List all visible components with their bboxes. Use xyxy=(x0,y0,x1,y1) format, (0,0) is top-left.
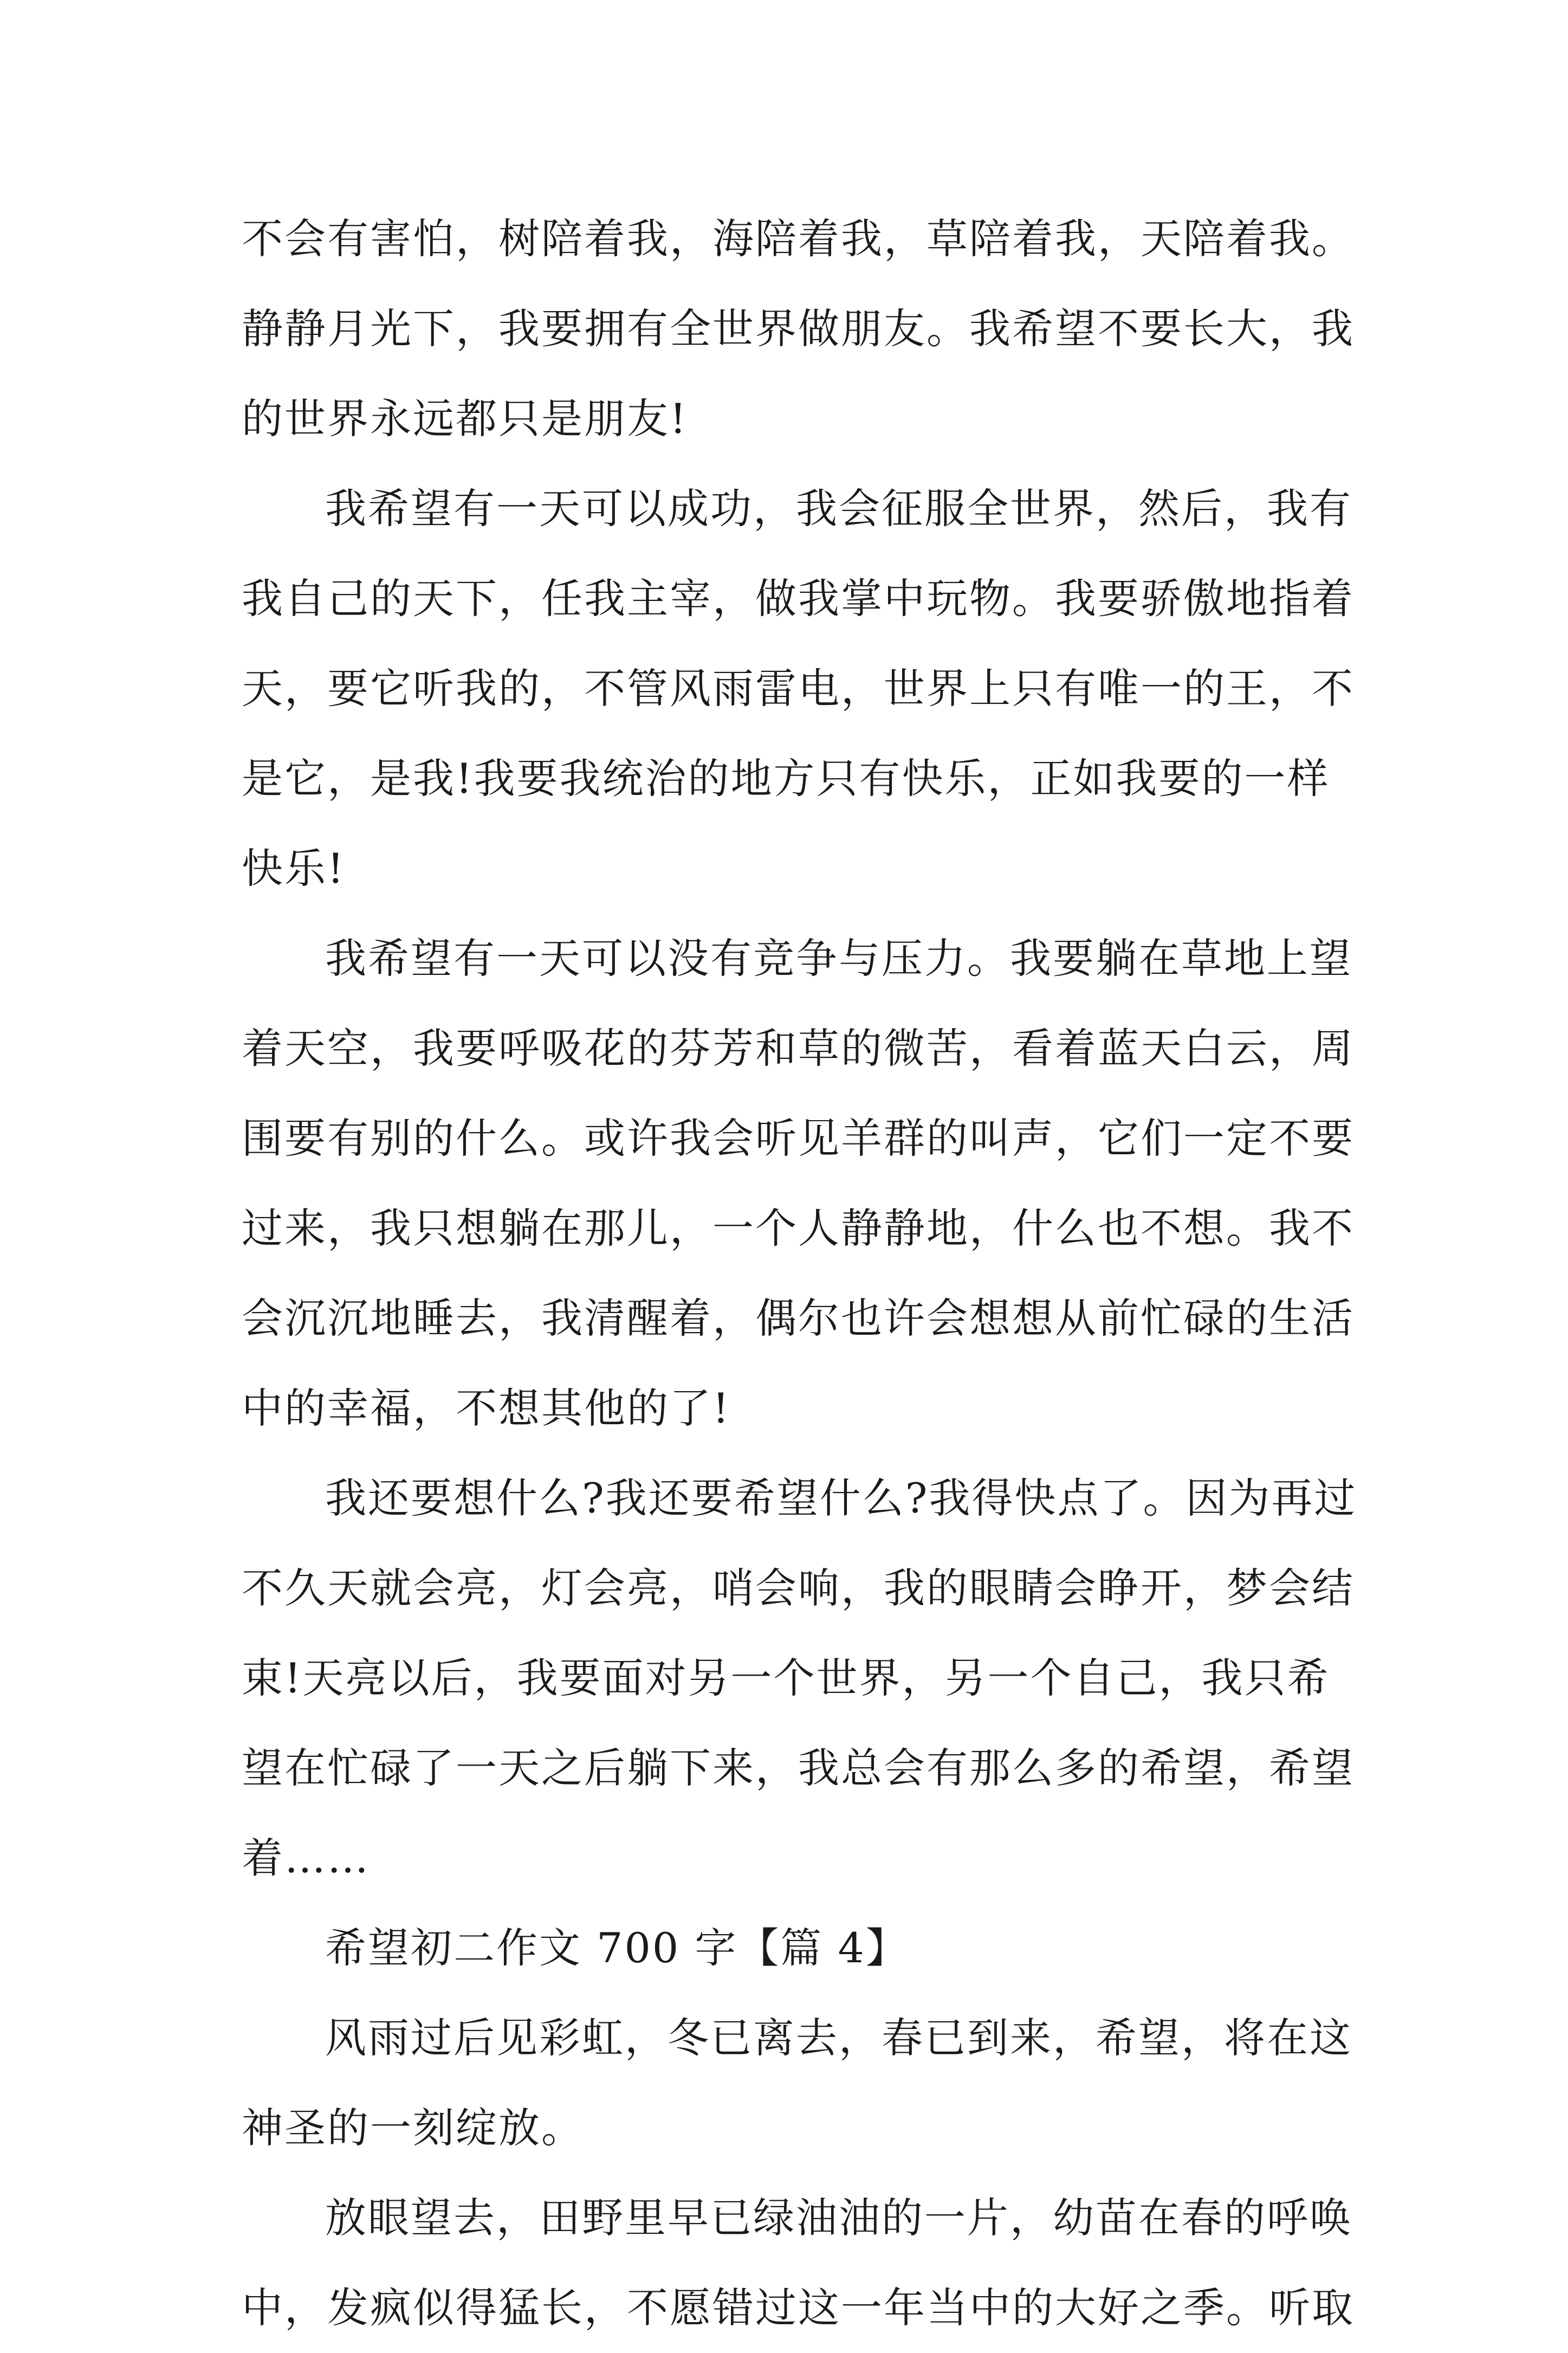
text-line: 着天空，我要呼吸花的芬芳和草的微苦，看着蓝天白云，周 xyxy=(242,1024,1355,1072)
text-line: 束!天亮以后，我要面对另一个世界，另一个自己，我只希 xyxy=(242,1654,1330,1702)
text-line: 中的幸福，不想其他的了! xyxy=(242,1384,731,1432)
text-line: 的世界永远都只是朋友! xyxy=(242,395,688,443)
paragraph-start-line: 我还要想什么?我还要希望什么?我得快点了。因为再过 xyxy=(325,1474,1357,1522)
paragraph-start-line: 风雨过后见彩虹，冬已离去，春已到来，希望，将在这 xyxy=(325,2014,1352,2062)
text-line: 围要有别的什么。或许我会听见羊群的叫声，它们一定不要 xyxy=(242,1114,1355,1162)
text-line: 我自己的天下，任我主宰，做我掌中玩物。我要骄傲地指着 xyxy=(242,574,1355,623)
text-line: 着…… xyxy=(242,1834,370,1882)
text-line: 不久天就会亮，灯会亮，哨会响，我的眼睛会睁开，梦会结 xyxy=(242,1564,1355,1612)
text-line: 不会有害怕，树陪着我，海陪着我，草陪着我，天陪着我。 xyxy=(242,215,1355,263)
document-body xyxy=(242,194,1357,2353)
text-line: 静静月光下，我要拥有全世界做朋友。我希望不要长大，我 xyxy=(242,305,1355,353)
text-line: 神圣的一刻绽放。 xyxy=(242,2104,584,2152)
paragraph-start-line: 我希望有一天可以没有竞争与压力。我要躺在草地上望 xyxy=(325,934,1352,982)
text-line: 快乐! xyxy=(242,844,346,893)
paragraph-start-line: 放眼望去，田野里早已绿油油的一片，幼苗在春的呼唤 xyxy=(325,2194,1352,2242)
text-line: 是它，是我!我要我统治的地方只有快乐，正如我要的一样 xyxy=(242,754,1330,803)
text-line: 望在忙碌了一天之后躺下来，我总会有那么多的希望，希望 xyxy=(242,1744,1355,1792)
text-line: 天，要它听我的，不管风雨雷电，世界上只有唯一的王，不 xyxy=(242,664,1355,713)
paragraph-start-line: 我希望有一天可以成功，我会征服全世界，然后，我有 xyxy=(325,484,1352,533)
section-heading: 希望初二作文 700 字【篇 4】 xyxy=(325,1924,909,1972)
text-line: 过来，我只想躺在那儿，一个人静静地，什么也不想。我不 xyxy=(242,1204,1355,1252)
text-line: 会沉沉地睡去，我清醒着，偶尔也许会想想从前忙碌的生活 xyxy=(242,1294,1355,1342)
text-line: 中，发疯似得猛长，不愿错过这一年当中的大好之季。听取 xyxy=(242,2284,1355,2332)
